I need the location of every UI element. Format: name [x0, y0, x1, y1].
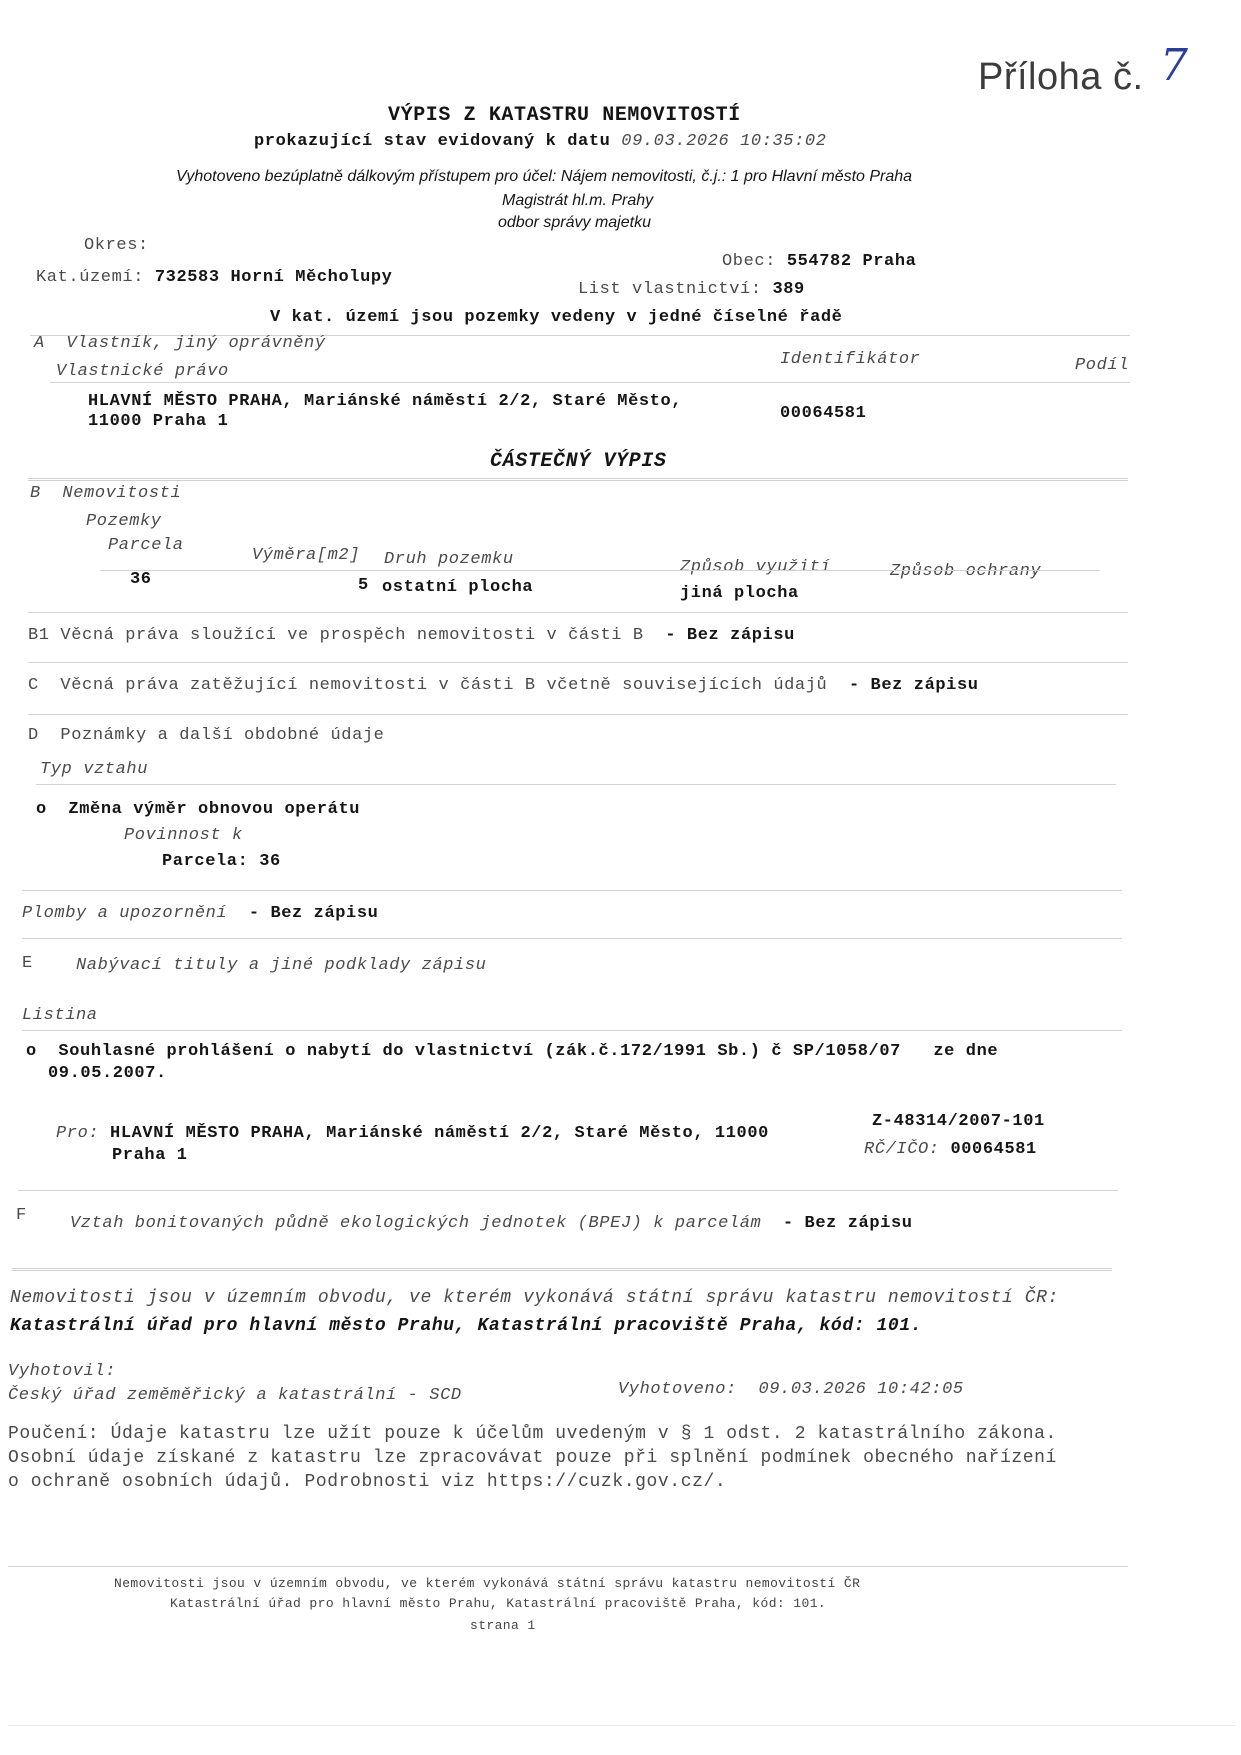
- page-number: strana 1: [470, 1618, 536, 1633]
- parcel-kind: ostatní plocha: [382, 578, 534, 597]
- col-protection: Způsob ochrany: [890, 562, 1042, 581]
- beneficiary-line-1: [56, 1124, 769, 1143]
- seals-label: Plomby a upozornění: [22, 904, 228, 923]
- section-c-text: Věcná práva zatěžující nemovitosti v části B včetně souvisejících údajů: [60, 676, 828, 695]
- beneficiary-line-2: Praha 1: [112, 1146, 188, 1165]
- seals-status: - Bez zápisu: [248, 904, 379, 923]
- seals: [22, 904, 378, 923]
- bullet: o: [26, 1042, 37, 1061]
- document-line-2: 09.05.2007.: [48, 1064, 167, 1083]
- ku-value: 732583 Horní Měcholupy: [154, 268, 393, 287]
- section-b-heading: [30, 484, 181, 503]
- duty-label: Povinnost k: [124, 826, 243, 845]
- rc-label: RČ/IČO:: [864, 1140, 940, 1159]
- lv-label: List vlastnictví:: [578, 280, 762, 299]
- section-b1-text: Věcná práva sloužící ve prospěch nemovitosti v části B: [60, 626, 644, 645]
- note-item-text: Změna výměr obnovou operátu: [68, 800, 361, 819]
- footer-line-1: Nemovitosti jsou v územním obvodu, ve kterém vykonává státní správu katastru nemovitostí ČR: [114, 1576, 861, 1591]
- obec-label: Obec:: [722, 252, 777, 271]
- okres-label: Okres:: [84, 236, 149, 255]
- section-b-letter: B: [30, 484, 41, 503]
- col-kind: Druh pozemku: [384, 550, 514, 569]
- section-d-letter: D: [28, 726, 39, 745]
- beneficiary-name: HLAVNÍ MĚSTO PRAHA, Mariánské náměstí 2/2, Staré Město, 11000: [110, 1124, 769, 1143]
- section-e-letter: E: [22, 954, 33, 973]
- issued-date-value: 09.03.2026 10:42:05: [758, 1380, 964, 1399]
- section-a-heading: [34, 334, 326, 353]
- parcel-use: jiná plocha: [680, 584, 799, 603]
- issued-date: [618, 1380, 964, 1399]
- col-area: Výměra[m2]: [252, 546, 361, 565]
- ku-label: Kat.území:: [36, 268, 145, 287]
- numbering-note: V kat. území jsou pozemky vedeny v jedné číselné řadě: [270, 308, 843, 327]
- document-line-1: Souhlasné prohlášení o nabytí do vlastnictví (zák.č.172/1991 Sb.) č SP/1058/07: [58, 1042, 901, 1061]
- purpose-line-2: Magistrát hl.m. Prahy: [502, 192, 654, 209]
- notice-line-1: Poučení: Údaje katastru lze užít pouze k účelům uvedeným v § 1 odst. 2 katastrálního zákona.: [8, 1424, 1057, 1444]
- owner-line-2: 11000 Praha 1: [88, 412, 229, 431]
- section-d-heading: [28, 726, 384, 745]
- office-line-1: Nemovitosti jsou v územním obvodu, ve kterém vykonává státní správu katastru nemovitostí ČR:: [10, 1288, 1059, 1308]
- rc-value: 00064581: [950, 1140, 1037, 1159]
- section-d-title: Poznámky a další obdobné údaje: [60, 726, 385, 745]
- beneficiary-id: [864, 1140, 1037, 1159]
- purpose-line-1: Vyhotoveno bezúplatně dálkovým přístupem pro účel: Nájem nemovitosti, č.j.: 1 pro Hlavní město Praha: [176, 168, 913, 185]
- col-parcel: Parcela: [108, 536, 184, 555]
- office-line-2: Katastrální úřad pro hlavní město Prahu, Katastrální pracoviště Praha, kód: 101.: [10, 1316, 923, 1336]
- cadastral-area: [36, 268, 392, 287]
- section-f-status: - Bez zápisu: [782, 1214, 913, 1233]
- document-reference: Z-48314/2007-101: [872, 1112, 1045, 1131]
- annex-number: 7: [1160, 40, 1188, 91]
- section-b1-status: - Bez zápisu: [665, 626, 795, 645]
- issued-date-label: Vyhotoveno:: [618, 1380, 737, 1399]
- partial-extract-title: ČÁSTEČNÝ VÝPIS: [490, 450, 667, 473]
- col-use: Způsob využití: [680, 558, 832, 577]
- relation-type-label: Typ vztahu: [40, 760, 149, 779]
- annex-label: Příloha č.: [978, 56, 1144, 98]
- section-b1: [28, 626, 795, 645]
- section-b1-letter: B1: [28, 626, 50, 645]
- document-item: [26, 1042, 998, 1061]
- lv-value: 389: [772, 280, 805, 299]
- section-f-text: Vztah bonitovaných půdně ekologických jednotek (BPEJ) k parcelám: [70, 1214, 762, 1233]
- subtitle: [254, 132, 827, 151]
- bullet: o: [36, 800, 47, 819]
- section-a-sub: Vlastnické právo: [56, 362, 229, 381]
- notice-line-2: Osobní údaje získané z katastru lze zpracovávat pouze při splnění podmínek obecného nařízení: [8, 1448, 1057, 1468]
- document-date-label: ze dne: [933, 1042, 999, 1061]
- section-c: [28, 676, 979, 695]
- section-a-title: Vlastník, jiný oprávněný: [66, 334, 326, 353]
- section-b-sub: Pozemky: [86, 512, 162, 531]
- section-f-line: [70, 1214, 913, 1233]
- footer-line-2: Katastrální úřad pro hlavní město Prahu, Katastrální pracoviště Praha, kód: 101.: [170, 1596, 827, 1611]
- obec: [722, 252, 916, 271]
- parcel-area: 5: [358, 576, 369, 595]
- col-share: Podíl: [1075, 356, 1130, 375]
- duty-parcel: Parcela: 36: [162, 852, 281, 871]
- purpose-line-3: odbor správy majetku: [498, 214, 651, 231]
- issued-by-label: Vyhotovil:: [8, 1362, 117, 1381]
- listina-label: Listina: [22, 1006, 98, 1025]
- owner-id: 00064581: [780, 404, 867, 423]
- notice-line-3: o ochraně osobních údajů. Podrobnosti viz https://cuzk.gov.cz/.: [8, 1472, 727, 1492]
- section-a-letter: A: [34, 334, 45, 353]
- note-item: [36, 800, 360, 819]
- parcel-number: 36: [130, 570, 152, 589]
- owner-line-1: HLAVNÍ MĚSTO PRAHA, Mariánské náměstí 2/2, Staré Město,: [88, 392, 683, 411]
- col-identifier: Identifikátor: [780, 350, 921, 369]
- document-title: VÝPIS Z KATASTRU NEMOVITOSTÍ: [388, 104, 741, 127]
- as-of-date: 09.03.2026 10:35:02: [621, 132, 827, 151]
- obec-value: 554782 Praha: [786, 252, 917, 271]
- section-c-letter: C: [28, 676, 39, 695]
- section-c-status: - Bez zápisu: [848, 676, 979, 695]
- section-b-title: Nemovitosti: [62, 484, 182, 503]
- subtitle-prefix: prokazující stav evidovaný k datu: [254, 132, 611, 151]
- issued-by-value: Český úřad zeměměřický a katastrální - SCD: [8, 1386, 462, 1405]
- ownership-sheet: [578, 280, 805, 299]
- section-f-letter: F: [16, 1206, 27, 1225]
- pro-label: Pro:: [56, 1124, 100, 1143]
- section-e-title: Nabývací tituly a jiné podklady zápisu: [76, 956, 487, 975]
